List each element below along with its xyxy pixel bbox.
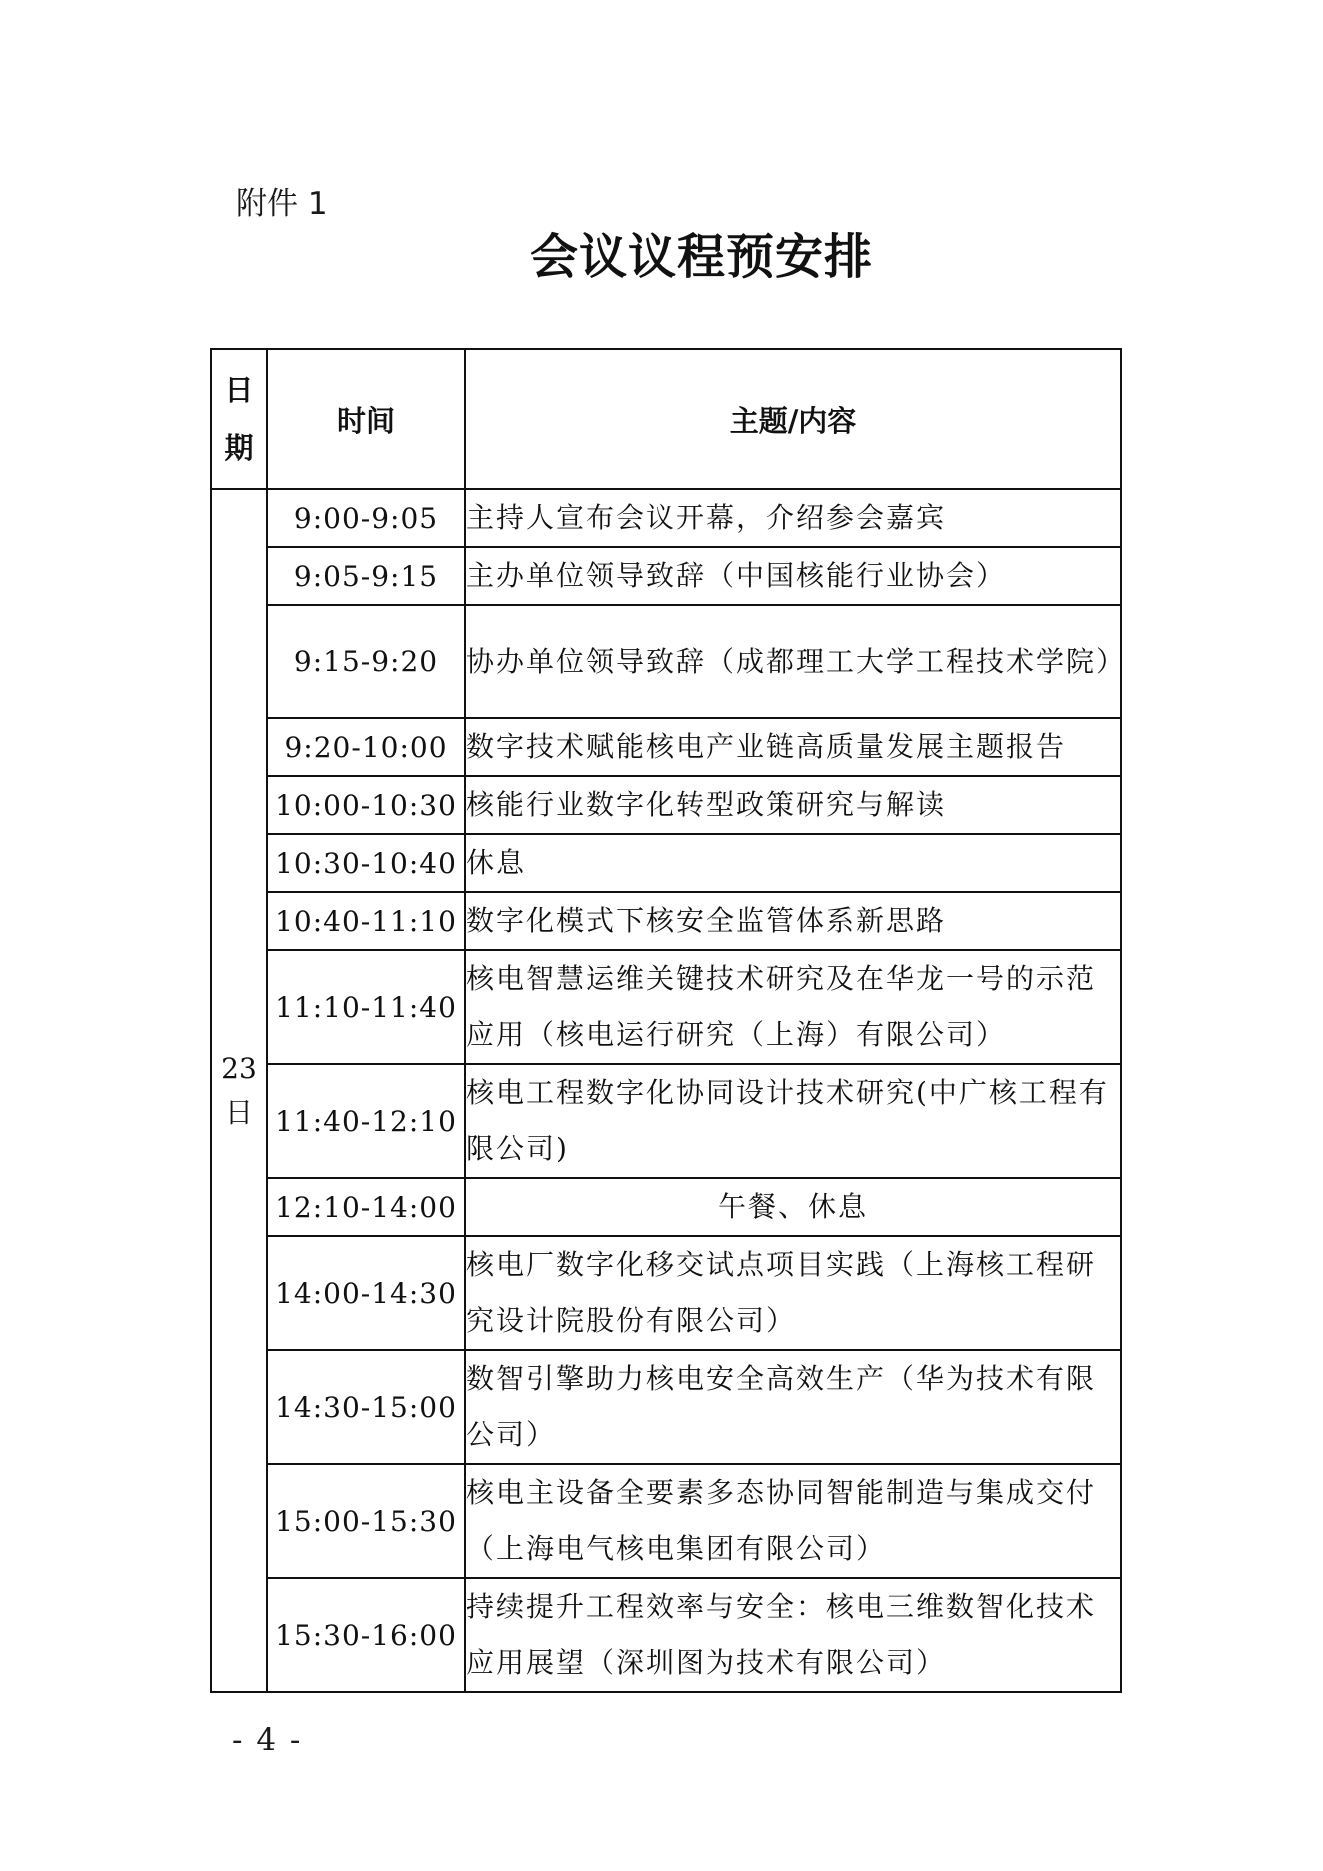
table-row (211, 834, 1121, 892)
topic-cell: 主办单位领导致辞（中国核能行业协会） (465, 547, 1121, 605)
time-column-header: 时间 (267, 349, 465, 489)
time-cell: 14:30-15:00 (267, 1350, 465, 1464)
topic-cell: 核电主设备全要素多态协同智能制造与集成交付（上海电气核电集团有限公司） (465, 1464, 1121, 1578)
table-row (211, 489, 1121, 547)
date-unit: 日 (224, 1095, 253, 1129)
table-row (211, 718, 1121, 776)
time-cell: 11:40-12:10 (267, 1064, 465, 1178)
topic-cell: 午餐、休息 (465, 1178, 1121, 1236)
topic-cell: 协办单位领导致辞（成都理工大学工程技术学院） (465, 605, 1121, 718)
time-cell: 15:30-16:00 (267, 1578, 465, 1692)
date-header-bottom: 期 (224, 431, 254, 465)
attachment-label: 附件 1 (236, 186, 328, 222)
topic-cell: 核电厂数字化移交试点项目实践（上海核工程研究设计院股份有限公司） (465, 1236, 1121, 1350)
topic-cell: 核能行业数字化转型政策研究与解读 (465, 776, 1121, 834)
topic-column-header: 主题/内容 (465, 349, 1121, 489)
date-header-top: 日 (224, 373, 254, 407)
time-cell: 9:20-10:00 (267, 718, 465, 776)
page-title: 会议议程预安排 (529, 229, 873, 285)
time-cell: 12:10-14:00 (267, 1178, 465, 1236)
time-cell: 10:40-11:10 (267, 892, 465, 950)
time-cell: 9:15-9:20 (267, 605, 465, 718)
time-cell: 14:00-14:30 (267, 1236, 465, 1350)
topic-cell: 持续提升工程效率与安全：核电三维数智化技术应用展望（深圳图为技术有限公司） (465, 1578, 1121, 1692)
topic-cell: 核电智慧运维关键技术研究及在华龙一号的示范应用（核电运行研究（上海）有限公司） (465, 950, 1121, 1064)
table-row (211, 1350, 1121, 1464)
time-cell: 11:10-11:40 (267, 950, 465, 1064)
time-cell: 9:05-9:15 (267, 547, 465, 605)
table-row (211, 1578, 1121, 1692)
topic-cell: 数字技术赋能核电产业链高质量发展主题报告 (465, 718, 1121, 776)
date-column-header (211, 349, 267, 489)
agenda-table (210, 348, 1127, 1693)
table-row (211, 1464, 1121, 1578)
table-row (211, 950, 1121, 1064)
table-row (211, 1236, 1121, 1350)
time-cell: 15:00-15:30 (267, 1464, 465, 1578)
table-row (211, 1064, 1121, 1178)
topic-cell: 数字化模式下核安全监管体系新思路 (465, 892, 1121, 950)
topic-cell: 休息 (465, 834, 1121, 892)
table-row (211, 892, 1121, 950)
date-day: 23 (221, 1051, 257, 1085)
table-row (211, 776, 1121, 834)
topic-cell: 数智引擎助力核电安全高效生产（华为技术有限公司） (465, 1350, 1121, 1464)
topic-cell: 核电工程数字化协同设计技术研究(中广核工程有限公司) (465, 1064, 1121, 1178)
time-cell: 10:00-10:30 (267, 776, 465, 834)
time-cell: 10:30-10:40 (267, 834, 465, 892)
table-row (211, 547, 1121, 605)
page-number: - 4 - (232, 1722, 303, 1758)
table-header-row (211, 349, 1121, 489)
date-cell (211, 489, 267, 1692)
table-row (211, 605, 1121, 718)
table-row (211, 1178, 1121, 1236)
time-cell: 9:00-9:05 (267, 489, 465, 547)
topic-cell: 主持人宣布会议开幕，介绍参会嘉宾 (465, 489, 1121, 547)
